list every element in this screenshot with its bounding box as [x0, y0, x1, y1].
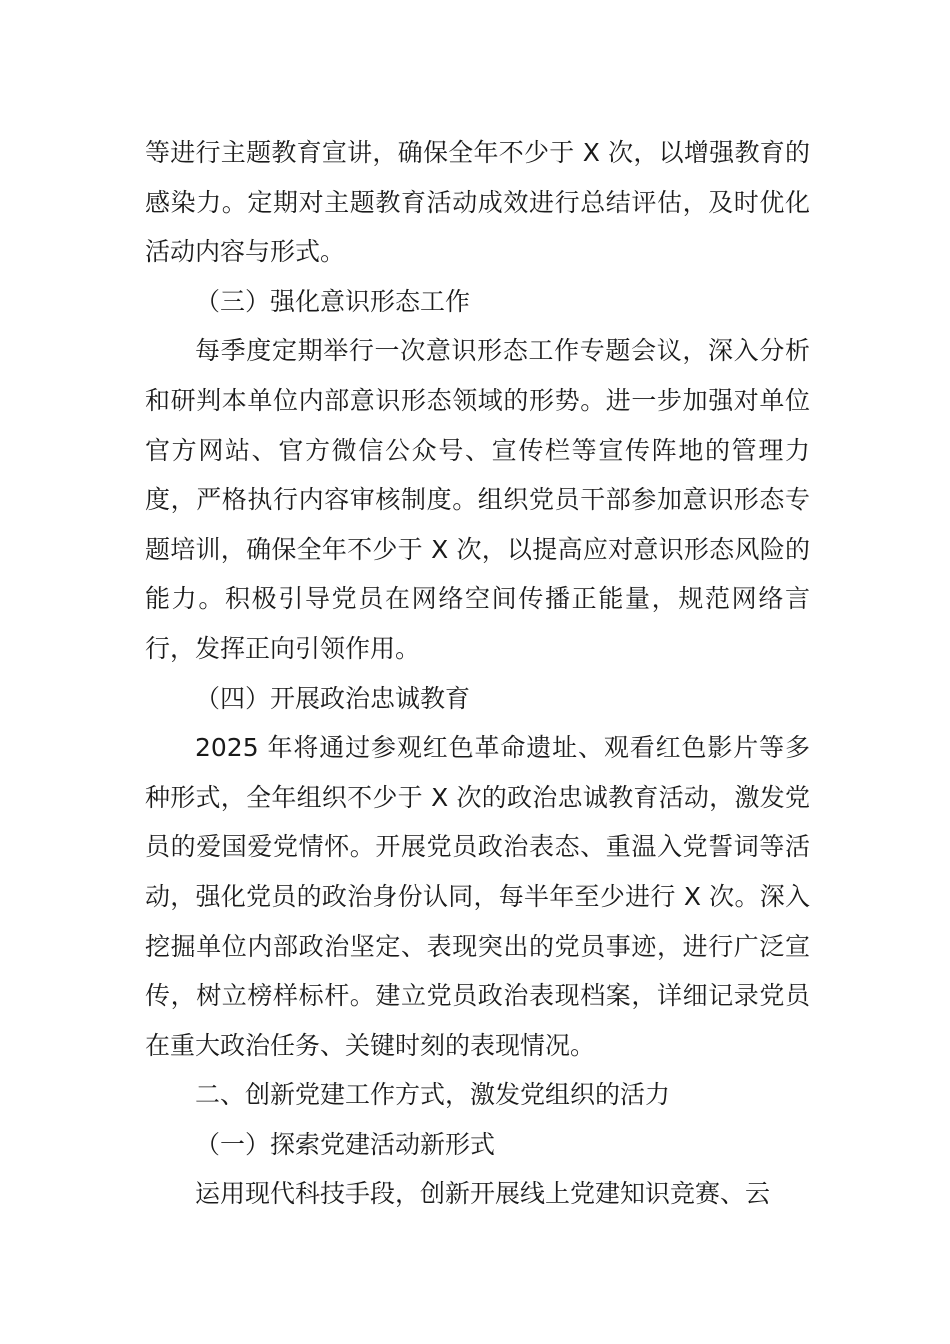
section-heading-new-forms: （一）探索党建活动新形式	[195, 1129, 496, 1159]
paragraph-new-forms: 运用现代科技手段，创新开展线上党建知识竞赛、云	[195, 1179, 771, 1209]
section-heading-political-loyalty: （四）开展政治忠诚教育	[195, 683, 471, 713]
document-body	[145, 128, 810, 1219]
paragraph-ideology-work: 每季度定期举行一次意识形态工作专题会议，深入分析和研判本单位内部意识形态领域的形势。进一步加强对单位官方网站、官方微信公众号、宣传栏等宣传阵地的管理力度，严格执行内容审核制度。组织党员干部参加意识形态专题培训，确保全年不少于 X 次，以提高应对意识形态风险的能力。积极引导党员在网络空间传播正能量，规范网络言行，发挥正向引领作用。	[145, 336, 810, 663]
paragraph-political-loyalty: 2025 年将通过参观红色革命遗址、观看红色影片等多种形式，全年组织不少于 X 次的政治忠诚教育活动，激发党员的爱国爱党情怀。开展党员政治表态、重温入党誓词等活动，强化党员的政治身份认同，每半年至少进行 X 次。深入挖掘单位内部政治坚定、表现突出的党员事迹，进行广泛宣传，树立榜样标杆。建立党员政治表现档案，详细记录党员在重大政治任务、关键时刻的表现情况。	[145, 733, 810, 1060]
chapter-heading-innovation: 二、创新党建工作方式，激发党组织的活力	[195, 1080, 671, 1110]
section-heading-ideology: （三）强化意识形态工作	[195, 286, 471, 316]
paragraph-continued-education: 等进行主题教育宣讲，确保全年不少于 X 次，以增强教育的感染力。定期对主题教育活动成效进行总结评估，及时优化活动内容与形式。	[145, 138, 810, 267]
